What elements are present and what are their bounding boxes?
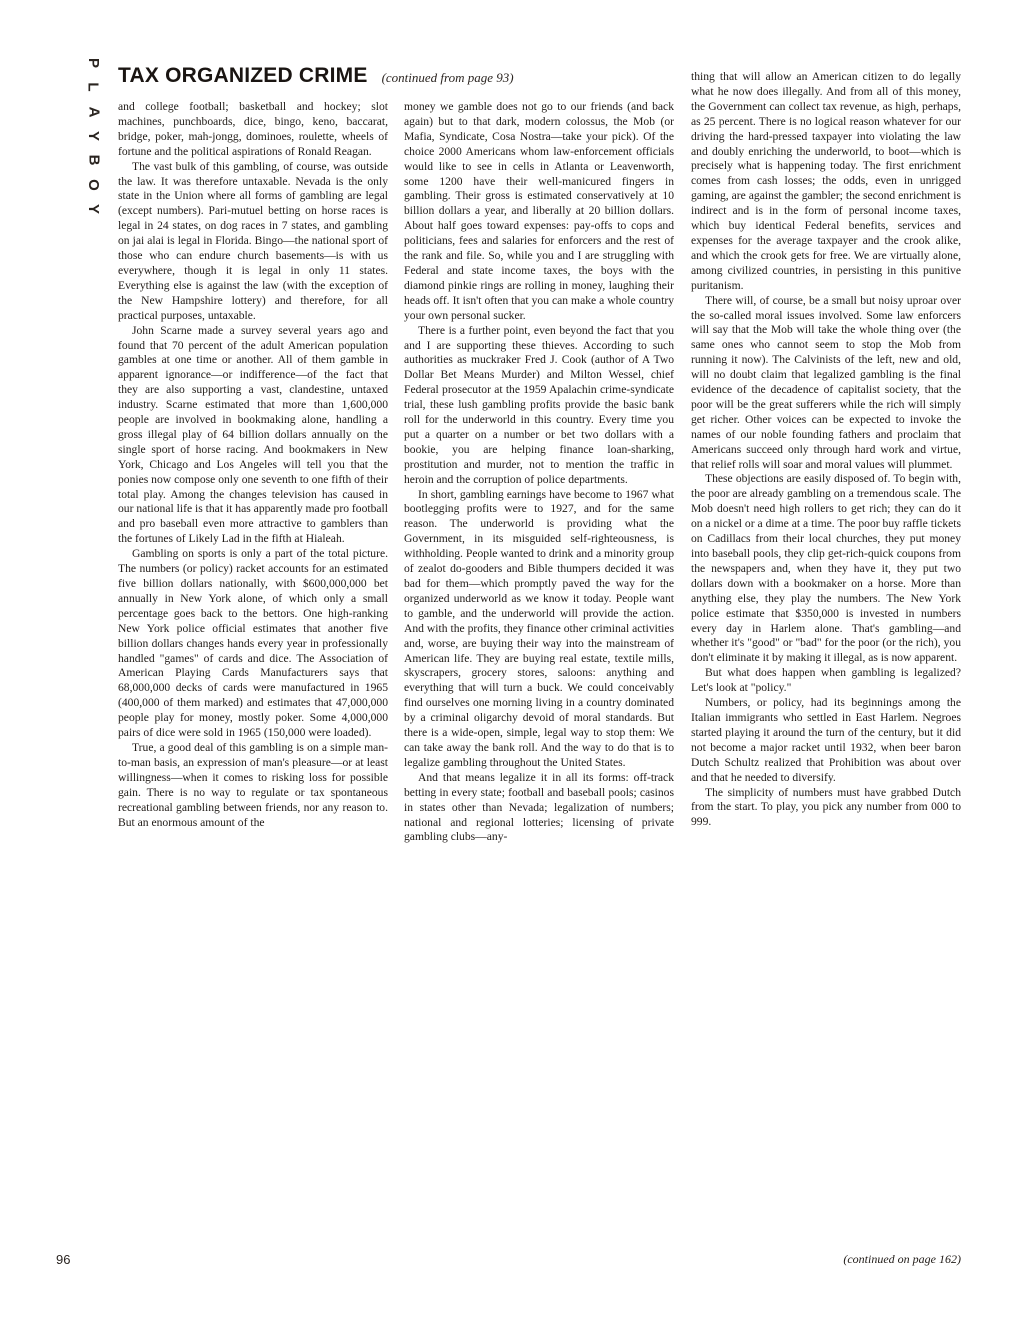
paragraph: And that means legalize it in all its forms: off-track betting in every state; football and baseball pools; casinos in states other than Nevada; legalization of numbers; national and regional lotteries; licensing of private gambling clubs—any- <box>404 770 674 844</box>
paragraph: money we gamble does not go to our friends (and back again) but to that dark, modern colossus, the Mob (or Mafia, Syndicate, Cosa Nostra—take your pick). Of the choice 2000 Americans whom law-enforcement officials would like to see in cells in Atlanta or Leavenworth, some 1200 have their well-manicured fingers in gambling. Their gross is estimated conservatively at 10 billion dollars a year, and liberally at 20 billion dollars. About half goes toward expenses: pay-offs to cops and politicians, fees and salaries for enforcers and the rest of the rank and file. So, while you and I are struggling with Federal and state income taxes, the boys with the diamond pinkie rings are rolling in money, laughing their heads off. It isn't often that you can make a whole country your own personal sucker. <box>404 100 674 322</box>
paragraph: The simplicity of numbers must have grabbed Dutch from the start. To play, you pick any number from 000 to 999. <box>691 785 961 829</box>
paragraph: In short, gambling earnings have become to 1967 what bootlegging profits were to 1927, and for the same reason. The underworld is providing what the Government, in its misguided self-righteousness, is withholding. People wanted to drink and a minority group of zealot do-gooders and Bible thumpers decided it was bad for them—which promptly paved the way for the organized underworld as we know it today. People want to gamble, and the underworld will provide the action. And with the profits, they finance other criminal activities and, worse, are buying their way into the mainstream of American life. They are buying real estate, textile mills, skyscrapers, grocery stores, saloons: anything and everything that will turn a buck. We could conceivably find ourselves one morning living in a country dominated by a criminal oligarchy devoid of moral standards. But there is a wide-open, simple, legal way to stop them: We can take away the bank roll. And the way to do that is to legalize gambling throughout the United States. <box>404 487 674 769</box>
continued-from-note: (continued from page 93) <box>381 70 514 85</box>
magazine-masthead <box>82 56 104 216</box>
text-column-3 <box>691 70 961 1275</box>
paragraph: thing that will allow an American citizen to do legally what he now does illegally. And from all of this money, the Government can collect tax revenue, as high, perhaps, as 25 percent. There is no logical reason whatever for our driving the hard-pressed taxpayer into violating the law and doubly enriching the underworld, to boot—which is precisely what is happening today. The first enrichment comes from cash losses; the odds, even in unrigged gaming, are against the gambler; the second enrichment is indirect and is in the form of personal income taxes, which buy identical Federal benefits, services and expenses for the average taxpayer and the crook alike, and which the crook gets for free. We are virtually alone, among civilized countries, in persisting in this punitive puritanism. <box>691 70 961 292</box>
article-header <box>118 64 514 94</box>
paragraph: But what does happen when gambling is legalized? Let's look at "policy." <box>691 666 961 695</box>
masthead-letter: Y <box>84 130 102 141</box>
paragraph: True, a good deal of this gambling is on a simple man-to-man basis, an expression of man's pleasure—or at least willingness—when it comes to risking loss for possible gain. There is no way to regulate or tax spontaneous recreational gambling between friends, nor any reason to. But an enormous amount of the <box>118 740 388 829</box>
masthead-letter: P <box>84 57 102 69</box>
paragraph: Gambling on sports is only a part of the total picture. The numbers (or policy) racket accounts for an estimated five billion dollars nationally, with $600,000,000 bet annually in New York alone, of which only a small percentage goes back to the bettors. One high-ranking New York police official estimates that another five billion dollars changes hands every year in professionally handled "games" of cards and dice. The Association of American Playing Cards Manufacturers says that 68,000,000 decks of cards were manufactured in 1965 (400,000 of them marked) and estimates that 47,000,000 people play for money, mostly poker. Some 4,000,000 pairs of dice were sold in 1965 (150,000 were loaded). <box>118 547 388 740</box>
paragraph: These objections are easily disposed of. To begin with, the poor are already gambling on a tremendous scale. The Mob doesn't need high rollers to get rich; they can do it on a nickel or a dime at a time. The poor buy raffle tickets on Cadillacs from their local churches, they put money into baseball pools, they clip get-rich-quick coupons from the newspapers and, when they have it, they put two dollars down with a bookmaker on a horse. More than anything else, they play the numbers. The New York police estimate that $350,000 is invested in numbers every day in Harlem alone. That's gambling—and whether it's "good" or "bad" for the poor (or the rich), you don't eliminate it by making it illegal, as is now apparent. <box>691 472 961 665</box>
text-column-1 <box>118 100 388 1275</box>
masthead-letter: L <box>84 82 102 92</box>
text-column-2 <box>404 100 674 1275</box>
masthead-letter: B <box>85 154 102 166</box>
masthead-letter: O <box>84 178 102 191</box>
paragraph: There is a further point, even beyond the fact that you and I are supporting these thieves. According to such authorities as muckraker Fred J. Cook (author of A Two Dollar Bet Means Murder) and Milton Wessel, chief Federal prosecutor at the 1959 Apalachin crime-syndicate trial, these lush gambling profits provide the basic bank roll for the underworld in this country. Every time you put a quarter on a number or bet two dollars with a bookie, you are helping finance loan-sharking, prostitution and murder, not to mention the traffic in heroin and the corruption of police departments. <box>404 323 674 486</box>
paragraph: Numbers, or policy, had its beginnings among the Italian immigrants who settled in East Harlem. Negroes started playing it around the turn of the century, but it did not become a major racket until 1932, when beer baron Dutch Schultz realized that Prohibition was about over and that he needed to diversify. <box>691 696 961 784</box>
continued-on-note: (continued on page 162) <box>843 1252 961 1266</box>
article-title: TAX ORGANIZED CRIME <box>118 64 368 87</box>
paragraph: and college football; basketball and hockey; slot machines, punchboards, dice, bingo, keno, baccarat, bridge, poker, mah-jongg, dominoes, roulette, wheels of fortune and the political aspirations of Ronald Reagan. <box>118 100 388 158</box>
paragraph: The vast bulk of this gambling, of course, was outside the law. It was therefore untaxable. Nevada is the only state in the Union where all forms of gambling are legal (except numbers). Pari-mutuel betting on horse races is legal in 24 states, on dog races in 7 states, and gambling on jai alai is legal in Florida. Bingo—the national sport of those who can endure church basements—is with us everywhere, though it is legal in only 11 states. Everything else is against the law (with the exception of the New Hampshire lottery) and therefore, for all practical purposes, untaxable. <box>118 159 388 322</box>
masthead-letter: Y <box>84 203 102 214</box>
paragraph: John Scarne made a survey several years ago and found that 70 percent of the adult American population gambles at one time or another. All of them gamble in apparent ignorance—or indifference—of the fact that they are also supporting a vast, clandestine, untaxed industry. Scarne estimated that more than 1,600,000 people are involved in bookmaking alone, handling a gross illegal play of 64 billion dollars annually on the single sport of horse racing. And bookmakers in New York, Chicago and Los Angeles will tell you that the ponies now compose only one seventh to one fifth of their total play. Among the changes television has caused in our national life is that it has apparently made pro football and pro baseball even more attractive to gamblers than the fortunes of Likely Lad in the fifth at Hialeah. <box>118 323 388 546</box>
paragraph: There will, of course, be a small but noisy uproar over the so-called moral issues involved. Some law enforcers will say that the Mob will take the whole thing over (the same ones who cannot seem to stop the Mob from running it now). The Calvinists of the left, new and old, will no doubt claim that legalized gambling is the final evidence of the decadence of capitalist society, that the poor will be the great sufferers while the rich will simply get richer. Other voices can be expected to invoke the names of our noble founding fathers and proclaim that Americans succeed only through hard work and virtue, that relief rolls will soar and moral values will plummet. <box>691 293 961 471</box>
masthead-letter: A <box>85 106 102 118</box>
page-number: 96 <box>56 1252 71 1267</box>
